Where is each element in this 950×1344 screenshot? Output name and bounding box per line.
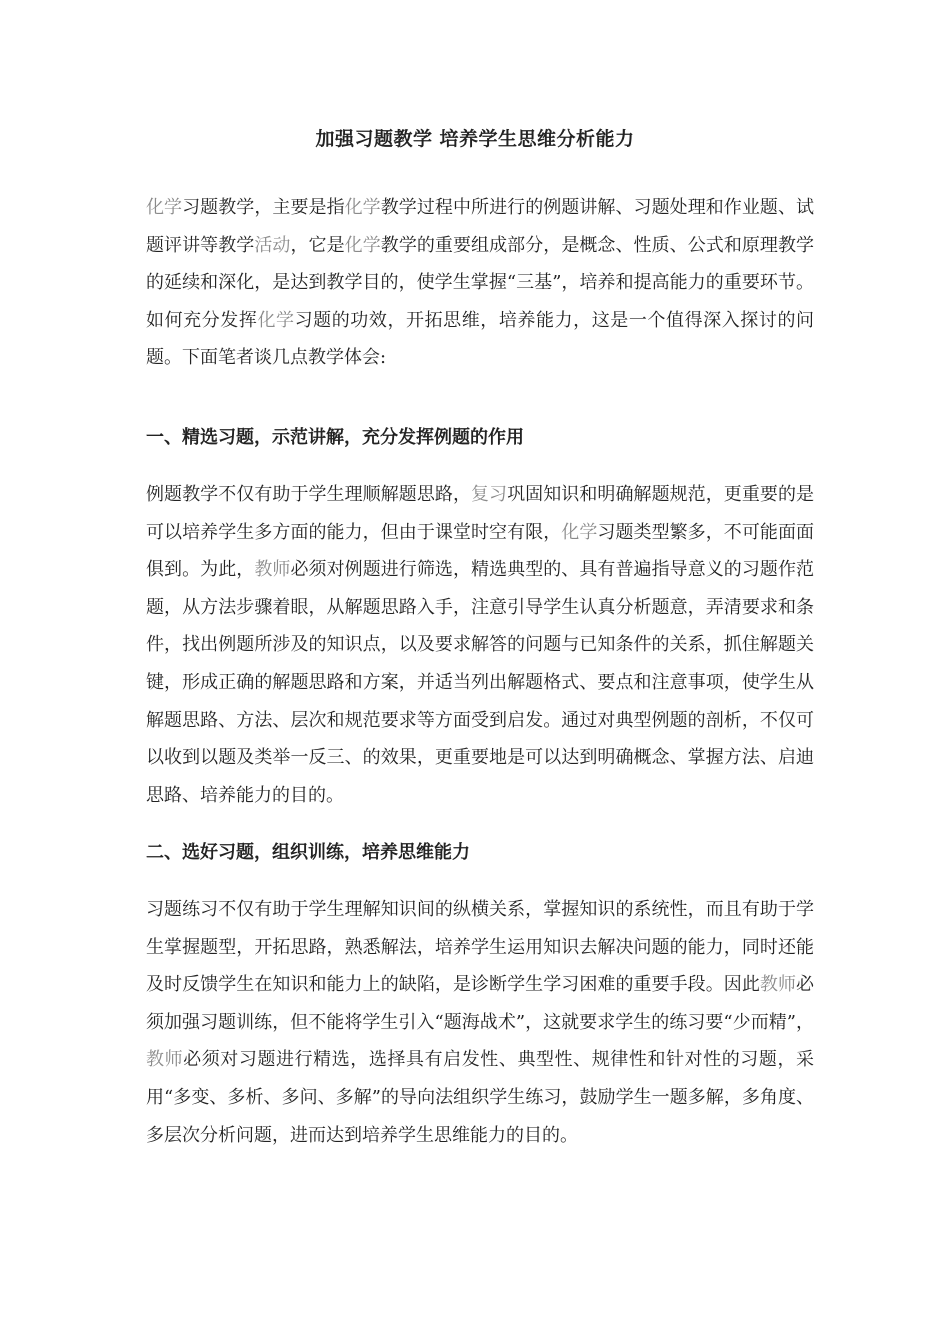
keyword-link[interactable]: 复习 [471,484,508,505]
section-1-heading: 一、精选习题，示范讲解，充分发挥例题的作用 [146,427,524,448]
text-run: ，它是 [290,234,345,256]
document-title: 加强习题教学 培养学生思维分析能力 [315,128,635,150]
text-run: 必须加强习题训练，但不能将学生引入“题海战术”，这就要求学生的练习要“少而精”， [146,974,815,1033]
intro-paragraph [146,189,814,377]
keyword-link[interactable]: 教师 [759,974,797,996]
text-run: 必须对习题进行精选，选择具有启发性、典型性、规律性和针对性的习题，采用“多变、多析、多问、多解”的导向法组织学生练习，鼓励学生一题多解，多角度、多层次分析问题，进而达到培养学生思维能力的目的。 [146,1049,815,1146]
text-run: 习题的功效，开拓思维，培养能力，这是一个值得深入探讨的问题。下面笔者谈几点教学体会: [146,309,815,369]
keyword-link[interactable]: 活动 [254,234,291,256]
keyword-link[interactable]: 化学 [146,197,183,218]
keyword-link[interactable]: 化学 [344,234,381,256]
section-1-paragraph [146,476,814,814]
keyword-link[interactable]: 化学 [561,521,598,543]
text-run: 巩固知识和明确解题规范，更重要的是可以培养学生多方面的能力，但由于课堂时空有限， [146,484,815,543]
text-run: 必须对例题进行筛选，精选典型的、具有普遍指导意义的习题作范题，从方法步骤着眼，从解题思路入手，注意引导学生认真分析题意，弄清要求和条件，找出例题所涉及的知识点，以及要求解答的问题与已知条件的关系，抓住解题关键，形成正确的解题思路和方案，并适当列出解题格式、要点和注意事项，使学生从解题思路、方法、层次和规范要求等方面受到启发。通过对典型例题的剖析，不仅可以收到以题及类举一反三、的效果，更重要地是可以达到明确概念、掌握方法、启迪思路、培养能力的目的。 [146,559,815,806]
text-run: 教学过程中所进行的例题讲解、习题处理和作业题、试题评讲等教学 [146,197,815,256]
section-2-heading: 二、选好习题，组织训练，培养思维能力 [146,842,470,863]
text-run: 习题类型繁多，不可能面面俱到。为此， [146,521,815,581]
text-run: 例题教学不仅有助于学生理顺解题思路， [146,484,471,505]
keyword-link[interactable]: 教师 [254,559,291,581]
section-2-paragraph [146,891,814,1154]
text-run: 习题练习不仅有助于学生理解知识间的纵横关系，掌握知识的系统性，而且有助于学生掌握题型，开拓思路，熟悉解法，培养学生运用知识去解决问题的能力，同时还能及时反馈学生在知识和能力上的缺陷，是诊断学生学习困难的重要手段。因此 [146,899,814,996]
text-run: 教学的重要组成部分，是概念、性质、公式和原理教学的延续和深化，是达到教学目的，使学生掌握“三基”，培养和提高能力的重要环节。如何充分发挥 [146,234,815,331]
keyword-link[interactable]: 化学 [344,197,381,218]
text-run: 习题教学，主要是指 [182,197,345,218]
keyword-link[interactable]: 教师 [146,1049,184,1071]
keyword-link[interactable]: 化学 [257,309,295,331]
